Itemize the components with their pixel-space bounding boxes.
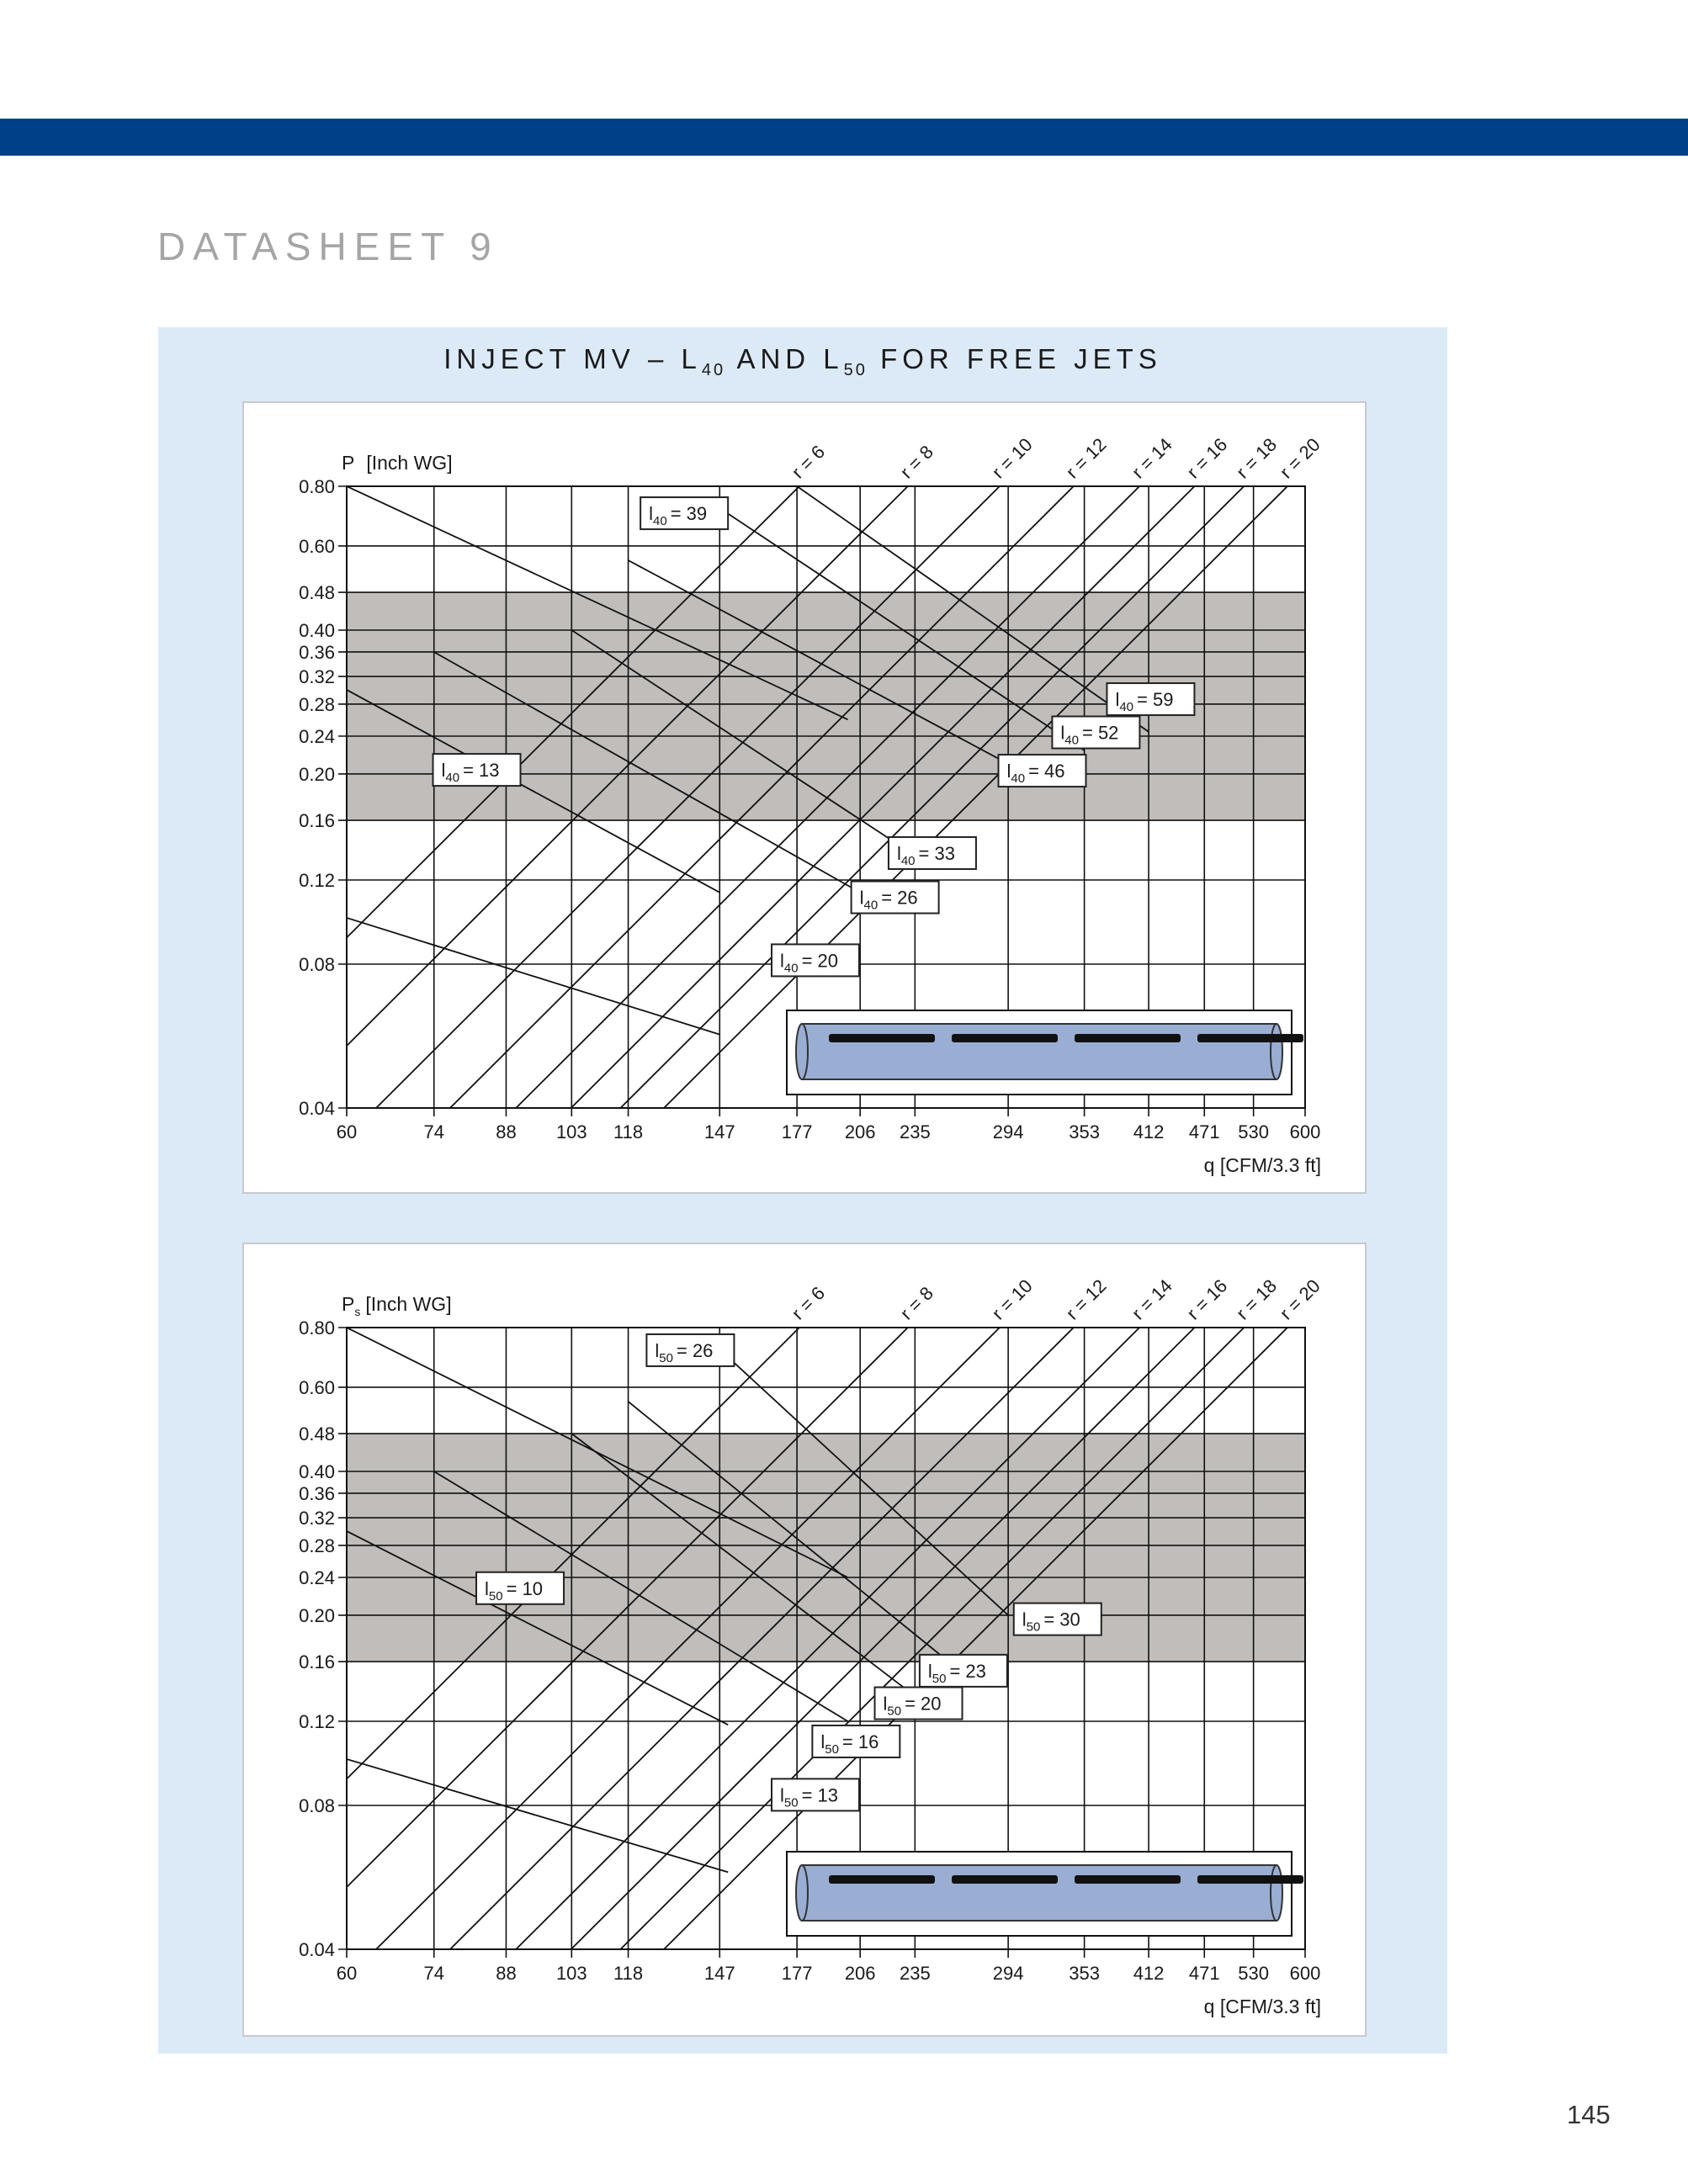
panel-title-part: AND L — [725, 343, 844, 374]
y-tick-label: 0.32 — [299, 1508, 335, 1529]
x-tick-label: 206 — [844, 1121, 876, 1142]
l-label-letter: l — [441, 760, 446, 782]
l-line-label — [812, 1725, 900, 1757]
r-line-label: r = 18 — [1232, 1275, 1282, 1324]
y-tick-label: 0.04 — [299, 1098, 335, 1119]
l-label-value: = 59 — [1137, 689, 1174, 711]
l-label-value: = 10 — [506, 1577, 544, 1599]
l-label-sub: 40 — [900, 854, 916, 869]
x-tick-label: 471 — [1188, 1963, 1220, 1984]
y-tick-label: 0.48 — [299, 1423, 335, 1445]
x-tick-label: 353 — [1069, 1121, 1100, 1142]
y-tick-label: 0.08 — [299, 1795, 335, 1817]
x-tick-label: 147 — [703, 1121, 735, 1142]
l-label-value: = 39 — [670, 503, 708, 525]
x-tick-label: 206 — [844, 1963, 876, 1984]
pipe-body — [802, 1865, 1277, 1921]
x-tick-label: 600 — [1289, 1963, 1321, 1984]
y-axis-label-main: P — [342, 1293, 355, 1315]
l-label-sub: 50 — [1026, 1619, 1041, 1635]
nozzle-slot — [1197, 1034, 1303, 1042]
pipe-end-right — [1271, 1865, 1282, 1921]
y-tick-label: 0.16 — [299, 1651, 335, 1673]
y-axis-label-unit: [Inch WG] — [366, 452, 453, 474]
x-tick-label: 118 — [613, 1121, 644, 1142]
l-line-label — [476, 1572, 564, 1604]
panel-title-part: FOR FREE JETS — [867, 343, 1162, 374]
x-tick-label: 118 — [613, 1963, 644, 1984]
y-tick-label: 0.20 — [299, 763, 335, 785]
r-line-label: r = 6 — [787, 441, 830, 483]
l-label-sub: 40 — [783, 961, 799, 976]
panel-title — [158, 343, 1447, 380]
l-label-letter: l — [820, 1731, 825, 1752]
x-tick-label: 88 — [496, 1121, 517, 1142]
l-label-letter: l — [649, 503, 654, 525]
y-tick-label: 0.36 — [299, 641, 335, 663]
y-tick-label: 0.28 — [299, 1535, 335, 1556]
y-axis-label-unit: [Inch WG] — [365, 1293, 452, 1315]
l-label-letter: l — [655, 1339, 660, 1361]
r-line-label: r = 6 — [787, 1282, 830, 1324]
x-tick-label: 294 — [992, 1963, 1024, 1984]
l-label-sub: 40 — [445, 771, 460, 786]
chart-l40 — [244, 403, 1365, 1192]
chart-l40-frame — [242, 401, 1367, 1194]
x-tick-label: 530 — [1238, 1121, 1269, 1142]
datasheet-title: DATASHEET 9 — [157, 225, 499, 268]
r-line-label: r = 14 — [1127, 433, 1176, 483]
x-tick-label: 60 — [336, 1121, 358, 1142]
y-tick-label: 0.36 — [299, 1482, 335, 1504]
y-tick-label: 0.16 — [299, 810, 335, 832]
y-tick-label: 0.24 — [299, 1567, 335, 1589]
r-line-label: r = 16 — [1182, 1275, 1232, 1324]
y-tick-label: 0.24 — [299, 726, 335, 748]
l-line-label — [1052, 717, 1139, 749]
nozzle-slot — [1075, 1034, 1181, 1042]
y-axis-label-sub: s — [354, 1305, 361, 1318]
l-label-sub: 50 — [659, 1350, 673, 1365]
nozzle-slot — [1075, 1875, 1181, 1884]
l-line-label — [999, 755, 1086, 787]
l-label-sub: 50 — [887, 1704, 902, 1719]
l-label-letter: l — [896, 843, 901, 865]
x-tick-label: 412 — [1133, 1963, 1165, 1984]
x-tick-label: 103 — [555, 1121, 587, 1142]
l-label-sub: 40 — [863, 898, 879, 913]
x-tick-label: 294 — [992, 1121, 1024, 1142]
l-label-sub: 50 — [783, 1795, 799, 1810]
x-tick-label: 471 — [1188, 1121, 1220, 1142]
nozzle-slot — [829, 1034, 935, 1042]
l-label-letter: l — [1115, 689, 1120, 711]
y-tick-label: 0.20 — [299, 1604, 335, 1626]
l-label-letter: l — [779, 950, 784, 972]
y-tick-label: 0.80 — [299, 476, 335, 497]
x-tick-label: 88 — [496, 1963, 517, 1984]
l-label-letter: l — [779, 1784, 784, 1806]
l-label-value: = 20 — [801, 950, 839, 972]
y-tick-label: 0.28 — [299, 693, 335, 715]
l-label-value: = 33 — [918, 843, 955, 865]
l-label-sub: 50 — [932, 1671, 947, 1686]
y-axis-label — [342, 452, 453, 474]
nozzle-slot — [829, 1875, 935, 1884]
l-label-value: = 30 — [1043, 1609, 1080, 1630]
l-line — [347, 918, 719, 1035]
l-label-value: = 26 — [881, 887, 918, 909]
x-tick-label: 600 — [1289, 1121, 1321, 1142]
panel-title-sub: 40 — [701, 361, 726, 379]
l-label-value: = 26 — [676, 1339, 714, 1361]
l-label-value: = 46 — [1028, 761, 1065, 782]
l-line-label — [646, 1334, 734, 1366]
x-tick-label: 353 — [1069, 1963, 1100, 1984]
l-label-value: = 16 — [841, 1731, 879, 1752]
y-tick-label: 0.08 — [299, 954, 335, 976]
l-line-label — [1107, 683, 1194, 715]
r-line-label: r = 20 — [1275, 1275, 1324, 1324]
l-line-label — [875, 1688, 963, 1720]
pipe-end-left — [796, 1865, 808, 1921]
l-label-letter: l — [1022, 1609, 1027, 1630]
panel-title-sub: 50 — [843, 361, 868, 379]
y-tick-label: 0.32 — [299, 666, 335, 688]
y-tick-label: 0.40 — [299, 1460, 335, 1482]
x-tick-label: 177 — [781, 1963, 813, 1984]
l-label-letter: l — [1060, 722, 1065, 744]
r-line-label: r = 18 — [1232, 433, 1282, 483]
chart-l50-frame — [242, 1243, 1367, 2037]
nozzle-slot — [952, 1875, 1058, 1884]
l-line-label — [1014, 1604, 1101, 1635]
l-label-sub: 40 — [653, 514, 667, 529]
l-line-label — [772, 944, 859, 976]
jet-pipe-inset — [787, 1010, 1303, 1095]
l-label-letter: l — [485, 1577, 489, 1599]
x-tick-label: 103 — [555, 1963, 587, 1984]
x-tick-label: 74 — [423, 1121, 444, 1142]
y-axis-label-main: P — [342, 452, 355, 474]
l-label-sub: 40 — [1064, 733, 1079, 748]
l-label-letter: l — [927, 1660, 932, 1682]
page-number: 145 — [1567, 2100, 1611, 2129]
y-tick-label: 0.04 — [299, 1939, 335, 1960]
l-line-label — [772, 1778, 859, 1810]
y-tick-label: 0.60 — [299, 1376, 335, 1398]
r-line-label: r = 16 — [1182, 433, 1232, 483]
l-label-value: = 23 — [949, 1660, 986, 1682]
l-label-value: = 20 — [905, 1693, 942, 1715]
l-label-value: = 52 — [1081, 722, 1119, 744]
l-label-sub: 50 — [825, 1741, 839, 1757]
y-tick-label: 0.12 — [299, 869, 335, 891]
pipe-body — [802, 1024, 1277, 1079]
y-tick-label: 0.60 — [299, 535, 335, 557]
r-line-label: r = 20 — [1275, 433, 1324, 483]
header-bar — [0, 119, 1688, 156]
r-line-label: r = 10 — [987, 433, 1037, 483]
x-tick-label: 235 — [899, 1963, 931, 1984]
nozzle-slot — [1197, 1875, 1303, 1884]
l-line-label — [889, 837, 976, 869]
panel-title-part: INJECT MV – L — [443, 343, 702, 374]
r-line-label: r = 14 — [1127, 1275, 1176, 1324]
nozzle-slot — [952, 1034, 1058, 1042]
l-label-letter: l — [859, 887, 864, 909]
chart-panel — [158, 327, 1447, 2054]
pipe-end-left — [796, 1024, 808, 1079]
x-tick-label: 235 — [899, 1121, 931, 1142]
x-tick-label: 60 — [336, 1963, 358, 1984]
chart-l50 — [244, 1244, 1365, 2035]
r-line-label: r = 12 — [1061, 433, 1111, 483]
l-label-sub: 50 — [488, 1588, 503, 1604]
l-line-label — [433, 754, 521, 786]
l-line-label — [920, 1655, 1007, 1687]
r-line-label: r = 12 — [1061, 1275, 1111, 1324]
jet-pipe-inset — [787, 1852, 1303, 1936]
y-axis-label — [342, 1293, 452, 1318]
l-label-sub: 40 — [1119, 700, 1134, 715]
l-line — [347, 1759, 728, 1872]
l-label-value: = 13 — [463, 760, 500, 782]
y-tick-label: 0.80 — [299, 1317, 335, 1338]
y-tick-label: 0.40 — [299, 619, 335, 641]
x-tick-label: 412 — [1133, 1121, 1165, 1142]
l-label-value: = 13 — [801, 1784, 839, 1806]
x-tick-label: 74 — [423, 1963, 444, 1984]
y-tick-label: 0.12 — [299, 1710, 335, 1732]
l-line-label — [852, 882, 939, 914]
l-line-label — [640, 497, 728, 529]
x-axis-label: q [CFM/3.3 ft] — [1203, 1154, 1321, 1176]
x-axis-label: q [CFM/3.3 ft] — [1203, 1996, 1321, 2017]
x-tick-label: 177 — [781, 1121, 813, 1142]
x-tick-label: 147 — [703, 1963, 735, 1984]
pipe-end-right — [1271, 1024, 1282, 1079]
x-tick-label: 530 — [1238, 1963, 1269, 1984]
l-label-letter: l — [883, 1693, 888, 1715]
y-tick-label: 0.48 — [299, 582, 335, 604]
l-label-sub: 40 — [1011, 771, 1026, 787]
r-line-label: r = 8 — [895, 1282, 937, 1324]
r-line-label: r = 8 — [895, 441, 937, 483]
r-line-label: r = 10 — [987, 1275, 1037, 1324]
l-label-letter: l — [1006, 761, 1011, 782]
